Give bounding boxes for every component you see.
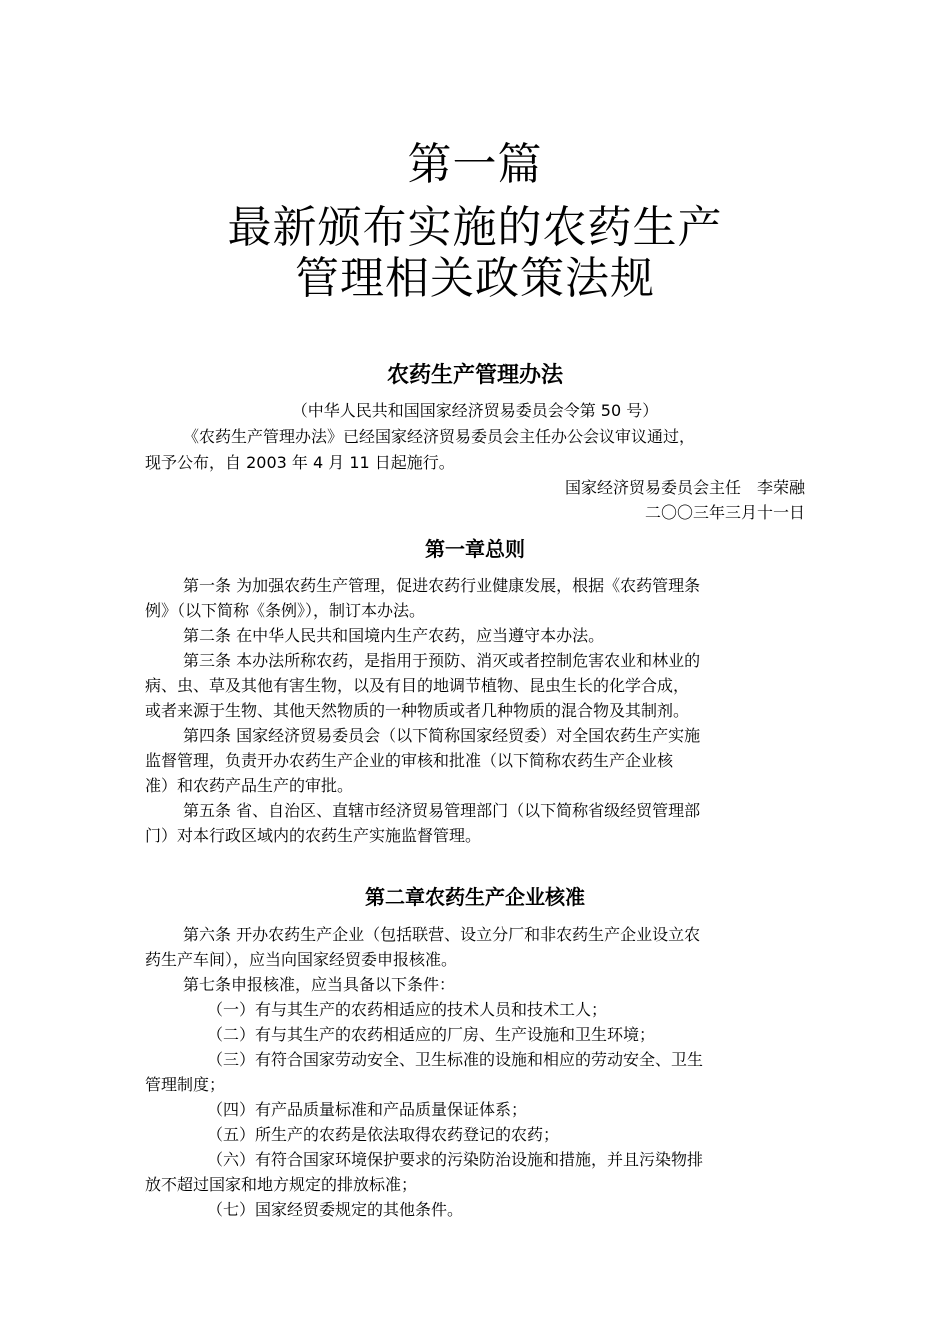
article-line: （二）有与其生产的农药相适应的厂房、生产设施和卫生环境； (207, 1025, 656, 1044)
article-line: 病、虫、草及其他有害生物，以及有目的地调节植物、昆虫生长的化学合成， (145, 676, 690, 695)
article-line: （六）有符合国家环境保护要求的污染防治设施和措施，并且污染物排 (207, 1150, 704, 1169)
article-line: 第三条 本办法所称农药，是指用于预防、消灭或者控制危害农业和林业的 (183, 651, 701, 670)
article-line: 第五条 省、自治区、直辖市经济贸易管理部门（以下简称省级经贸管理部 (183, 801, 701, 820)
article-line: 第一条 为加强农药生产管理，促进农药行业健康发展，根据《农药管理条 (183, 576, 701, 595)
part-title-line-1: 第一篇 (407, 139, 543, 190)
law-title: 农药生产管理办法 (386, 363, 563, 388)
issue-date: 二〇〇三年三月十一日 (644, 503, 805, 522)
article-line: 准）和农药产品生产的审批。 (145, 776, 354, 795)
article-line: 门）对本行政区域内的农药生产实施监督管理。 (145, 826, 482, 845)
article-line: （一）有与其生产的农药相适应的技术人员和技术工人； (207, 1000, 608, 1019)
article-line: 第七条申报核准，应当具备以下条件： (183, 975, 456, 994)
part-title-line-3: 管理相关政策法规 (295, 253, 655, 304)
article-line: 放不超过国家和地方规定的排放标准； (145, 1175, 418, 1194)
chapter-2-title: 第二章农药生产企业核准 (365, 885, 585, 909)
article-line: 或者来源于生物、其他天然物质的一种物质或者几种物质的混合物及其制剂。 (145, 701, 690, 720)
article-line: 管理制度； (145, 1075, 226, 1094)
promulgation-text-line-2: 现予公布，自 2003 年 4 月 11 日起施行。 (145, 453, 455, 472)
article-line: 例》（以下简称《条例》），制订本办法。 (145, 601, 426, 620)
part-title-line-2: 最新颁布实施的农药生产 (227, 202, 723, 253)
promulgation-text-line-1: 《农药生产管理办法》已经国家经济贸易委员会主任办公会议审议通过， (183, 427, 696, 446)
article-line: 监督管理，负责开办农药生产企业的审核和批准（以下简称农药生产企业核 (145, 751, 674, 770)
article-line: （五）所生产的农药是依法取得农药登记的农药； (207, 1125, 560, 1144)
article-line: （三）有符合国家劳动安全、卫生标准的设施和相应的劳动安全、卫生 (207, 1050, 704, 1069)
decree-number: （中华人民共和国国家经济贸易委员会令第 50 号） (291, 401, 659, 420)
chapter-1-title: 第一章总则 (425, 537, 525, 561)
article-line: （七）国家经贸委规定的其他条件。 (207, 1200, 464, 1219)
article-line: 第六条 开办农药生产企业（包括联营、设立分厂和非农药生产企业设立农 (183, 925, 701, 944)
article-line: 第二条 在中华人民共和国境内生产农药，应当遵守本办法。 (183, 626, 605, 645)
article-line: 药生产车间），应当向国家经贸委申报核准。 (145, 950, 458, 969)
signer: 国家经济贸易委员会主任 李荣融 (564, 478, 805, 497)
article-line: 第四条 国家经济贸易委员会（以下简称国家经贸委）对全国农药生产实施 (183, 726, 701, 745)
article-line: （四）有产品质量标准和产品质量保证体系； (207, 1100, 528, 1119)
